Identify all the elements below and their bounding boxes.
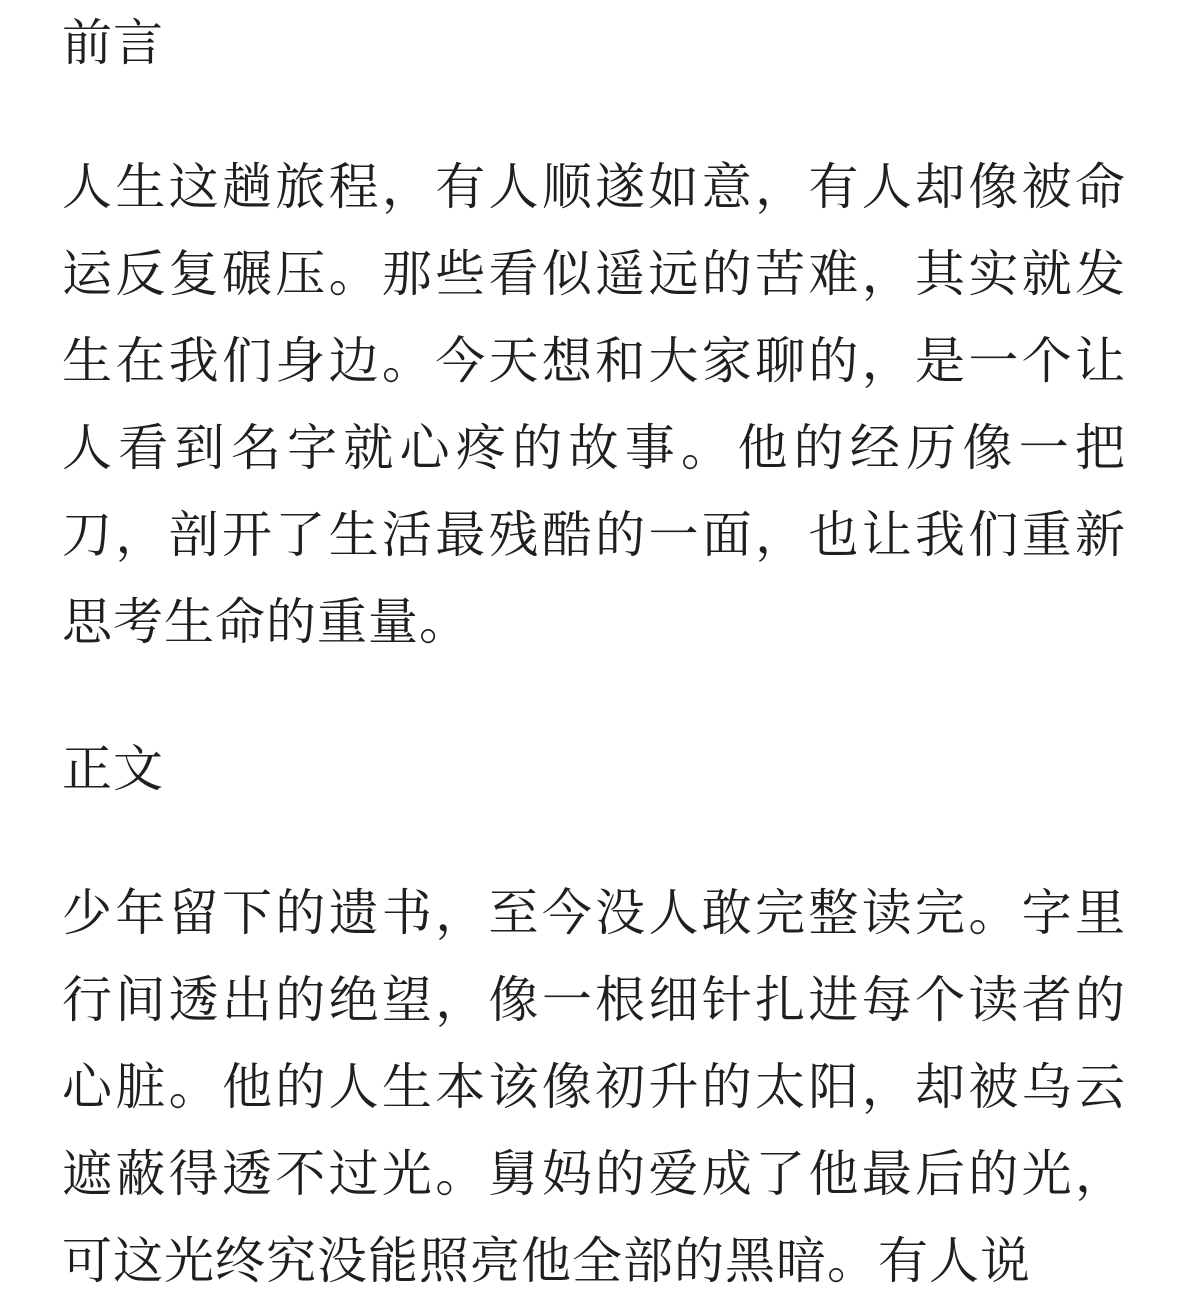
intro-paragraph: 人生这趟旅程，有人顺遂如意，有人却像被命运反复碾压。那些看似遥远的苦难，其实就发生在我们身边。今天想和大家聊的，是一个让人看到名字就心疼的故事。他的经历像一把刀，剖开了生活最残酷的一面，也让我们重新思考生命的重量。 xyxy=(62,158,1126,651)
section-heading-intro: 前言 xyxy=(62,14,164,72)
section-heading-main: 正文 xyxy=(62,740,164,798)
main-paragraph: 少年留下的遗书，至今没人敢完整读完。字里行间透出的绝望，像一根细针扎进每个读者的心脏。他的人生本该像初升的太阳，却被乌云遮蔽得透不过光。舅妈的爱成了他最后的光，可这光终究没能照亮他全部的黑暗。有人说 xyxy=(62,884,1126,1290)
